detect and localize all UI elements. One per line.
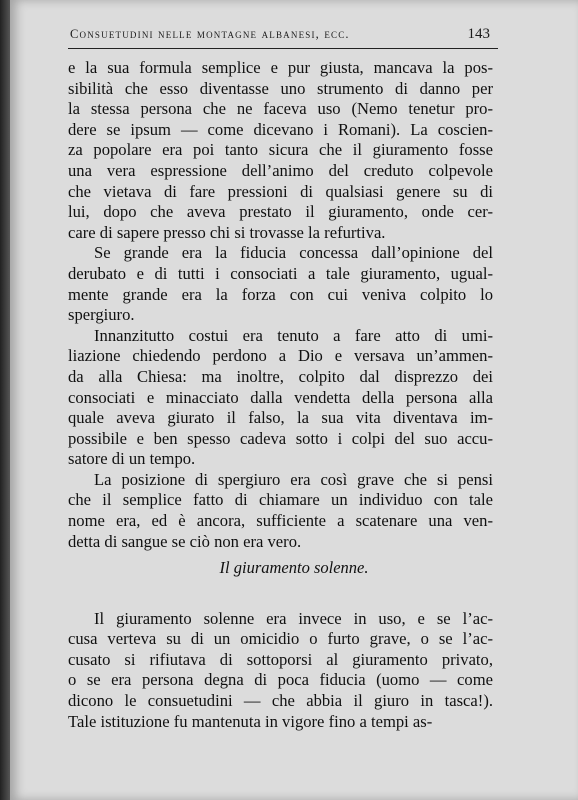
text-line: che il semplice fatto di chiamare un individuo con tale [68,490,493,510]
section-heading: Il giuramento solenne. [219,558,369,577]
text-line: dicono le consuetudini — che abbia il giuro in tasca!). [68,690,493,710]
text-line: cusa verteva su di un omicidio o furto grave, o se l’ac- [68,629,493,649]
text-line: za popolare era poi tanto sicura che il giuramento fosse [68,140,493,160]
text-line: sibilità che esso diventasse uno strumento di danno per [68,78,493,98]
page-header [70,26,490,43]
text-line: La posizione di spergiuro era così grave che si pensi [94,469,493,489]
text-line: Il giuramento solenne era invece in uso, e se l’ac- [94,608,493,628]
paragraph [68,326,493,470]
text-line: lui, dopo che aveva prestato il giuramento, onde cer- [68,202,493,222]
text-line: dere se ipsum — come dicevano i Romani). La coscien- [68,119,493,139]
text-line: e la sua formula semplice e pur giusta, mancava la pos- [68,58,493,77]
text-line: o se era persona degna di poca fiducia (uomo — come [68,670,493,690]
text-line: spergiuro. [68,305,135,325]
text-line: mente grande era la forza con cui veniva colpito lo [68,284,493,304]
text-line: nome era, ed è ancora, sufficiente a scatenare una ven- [68,511,493,531]
text-line: quale aveva giurato il falso, la sua vita diventava im- [68,408,493,428]
body-text [68,58,493,552]
text-line: che vietava di fare pressioni di qualsiasi genere su di [68,181,493,201]
text-line: Se grande era la fiducia concessa dall’opinione del [94,243,493,263]
body-text-continued [68,592,493,749]
text-line: cusato si rifiutava di sottoporsi al giuramento privato, [68,649,493,669]
paragraph [68,470,493,552]
text-line: satore di un tempo. [68,449,196,469]
text-line: Tale istituzione fu mantenuta in vigore fino a tempi as- [68,711,433,731]
text-line: detta di sangue se ciò non era vero. [68,531,302,551]
running-title: Consuetudini nelle montagne albanesi, ecc. [70,27,350,41]
text-line: possibile e ben spesso cadeva sotto i colpi del suo accu- [68,428,493,448]
text-line: derubato e di tutti i consociati a tale giuramento, ugual- [68,263,493,283]
text-line: liazione chiedendo perdono a Dio e versava un’ammen- [68,346,493,366]
text-line: la stessa persona che ne faceva uso (Nemo tenetur pro- [68,99,493,119]
page-number: 143 [467,26,490,42]
paragraph [68,243,493,325]
book-page [10,0,578,800]
text-line: da alla Chiesa: ma inoltre, colpito dal disprezzo dei [68,366,493,386]
text-line: care di sapere presso chi si trovasse la refurtiva. [68,222,386,242]
paragraph [68,609,493,733]
text-line: Innanzitutto costui era tenuto a fare atto di umi- [94,325,493,345]
header-rule [68,48,498,49]
text-line: una vera espressione dell’animo del creduto colpevole [68,160,493,180]
page-gutter-shadow [0,0,10,800]
paragraph [68,58,493,243]
text-line: consociati e minacciato dalla vendetta della persona alla [68,387,493,407]
